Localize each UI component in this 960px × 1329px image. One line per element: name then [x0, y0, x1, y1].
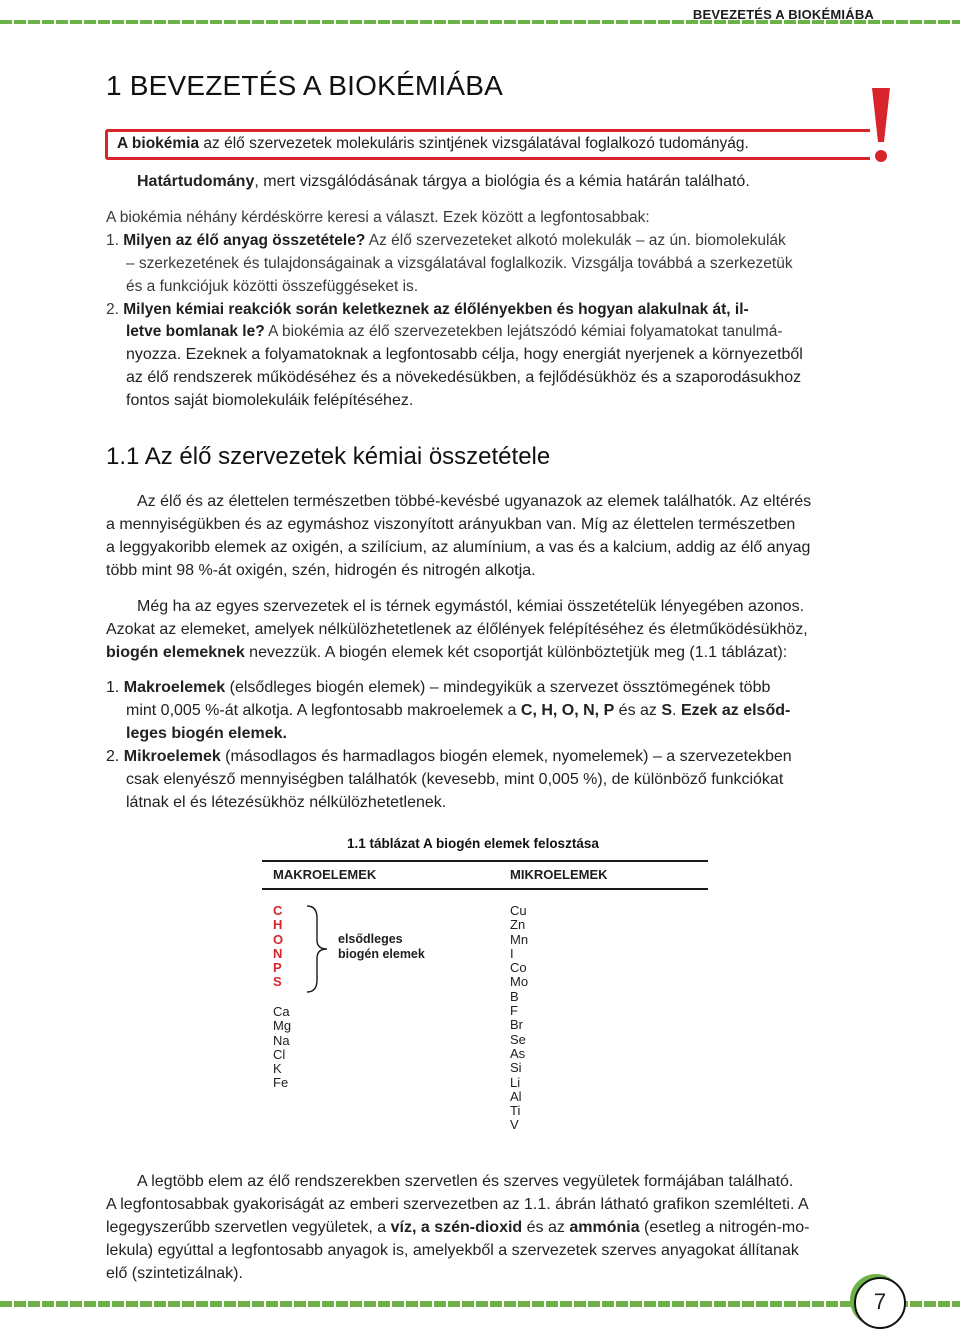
list-item-2-line-3: látnak el és létezésükhöz nélkülözhetetlenek. [126, 794, 447, 811]
macro-primary-list [273, 904, 283, 990]
element-n: N [273, 945, 283, 961]
element-b: B [510, 988, 519, 1004]
table-caption: 1.1 táblázat A biogén elemek felosztása [347, 836, 599, 851]
micro-list [510, 904, 528, 1133]
list-item-1-line-3: leges biogén elemek. [126, 725, 287, 742]
bottom-stripe [0, 1301, 960, 1307]
definition-box [105, 129, 870, 160]
element-si: Si [510, 1060, 522, 1076]
element-v: V [510, 1117, 519, 1133]
element-cl: Cl [273, 1046, 286, 1062]
question-2-line-4: az élő rendszerek működéséhez és a növekedésükben, a fejlődésükhöz és a szaporodásukhoz [126, 369, 802, 386]
para1-line-1: Az élő és az élettelen természetben többé-kevésbé ugyanazok az elemek találhatók. Az eltérés [137, 493, 812, 510]
question-2: 2. Milyen kémiai reakciók során keletkeznek az élőlényekben és hogyan alakulnak át, il- [106, 301, 749, 318]
element-co: Co [510, 960, 527, 976]
para2-line-2: Azokat az elemeket, amelyek nélkülözhetetlenek az élőlények felépítéséhez és életműködésükhöz, [106, 621, 808, 638]
element-cu: Cu [510, 903, 527, 918]
element-li: Li [510, 1074, 521, 1090]
element-mo: Mo [510, 974, 529, 990]
element-p: P [273, 960, 282, 976]
list-item-2: 2. Mikroelemek (másodlagos és harmadlagos biogén elemek, nyomelemek) – a szervezetekben [106, 748, 792, 765]
question-1-line-3: és a funkciójuk közötti összefüggéseket is. [126, 278, 419, 295]
element-na: Na [273, 1032, 290, 1048]
element-o: O [273, 931, 284, 947]
question-1-line-2: – szerkezetének és tulajdonságainak a vizsgálatával foglalkozik. Vizsgálja továbbá a szerkezetük [126, 255, 793, 272]
question-2-line-3: nyozza. Ezeknek a folyamatoknak a legfontosabb célja, hogy energiát nyerjenek a környezetből [126, 346, 803, 363]
element-se: Se [510, 1031, 526, 1047]
question-2-line-5: fontos saját biomolekuláik felépítéséhez. [126, 392, 414, 409]
element-as: As [510, 1045, 526, 1061]
element-c: C [273, 903, 283, 918]
para3-line-1: A legtöbb elem az élő rendszerekben szervetlen és szerves vegyületek formájában található. [137, 1173, 794, 1190]
table-top-rule [262, 860, 708, 862]
table-header-rule [262, 888, 708, 890]
para1-line-2: a mennyiségükben és az egymáshoz viszonyított arányukban van. Míg az élettelen természetben [106, 516, 796, 533]
para3-line-3: legegyszerűbb szervetlen vegyületek, a víz, a szén-dioxid és az ammónia (esetleg a nitrogén-mo- [106, 1219, 810, 1236]
element-h: H [273, 917, 283, 933]
element-f: F [510, 1003, 518, 1019]
para3-line-2: A legfontosabbak gyakoriságát az emberi szervezetben az 1.1. ábrán látható grafikon szemlélteti. A [106, 1196, 809, 1213]
question-2-line-2: letve bomlanak le? A biokémia az élő szervezetekben lejátszódó kémiai folyamatokat tanulmá- [126, 323, 783, 340]
brace-label: elsődleges biogén elemek [338, 932, 425, 961]
element-i: I [510, 945, 514, 961]
element-k: K [273, 1061, 282, 1077]
question-1: 1. Milyen az élő anyag összetétele? Az élő szervezeteket alkotó molekulák – az ún. biomolekulák [106, 232, 786, 249]
page-number: 7 [873, 1289, 887, 1314]
intro-line-1: Határtudomány, mert vizsgálódásának tárgya a biológia és a kémia határán található. [137, 173, 750, 190]
running-head: BEVEZETÉS A BIOKÉMIÁBA [692, 7, 874, 22]
para2-line-3: biogén elemeknek nevezzük. A biogén elemek két csoportját különböztetjük meg (1.1 táblázat): [106, 644, 788, 661]
list-item-1-line-2: mint 0,005 %-át alkotja. A legfontosabb makroelemek a C, H, O, N, P és az S. Ezek az elsőd- [126, 702, 791, 719]
element-s: S [273, 974, 282, 990]
para3-line-4: lekula) egyúttal a legfontosabb anyagok is, amelyekből a szervezetek szerves anyagokat állítanak [106, 1242, 799, 1259]
table-header-micro: MIKROELEMEK [510, 867, 608, 882]
macro-other-list [273, 1005, 291, 1091]
element-ti: Ti [510, 1103, 521, 1119]
definition-text: A biokémia az élő szervezetek molekuláris szintjének vizsgálatával foglalkozó tudományág. [117, 135, 749, 152]
chapter-title: 1 BEVEZETÉS A BIOKÉMIÁBA [106, 70, 503, 101]
exclamation-icon [860, 84, 898, 168]
element-mn: Mn [510, 931, 529, 947]
table-header-macro: MAKROELEMEK [273, 867, 377, 882]
section-title: 1.1 Az élő szervezetek kémiai összetétele [106, 443, 551, 470]
para1-line-4: több mint 98 %-át oxigén, szén, hidrogén és nitrogén alkotja. [106, 562, 536, 579]
element-mg: Mg [273, 1018, 292, 1034]
list-item-2-line-2: csak elenyésző mennyiségben találhatók (kevesebb, mint 0,005 %), de különböző funkciókat [126, 771, 784, 788]
page-number-badge [854, 1277, 906, 1329]
element-fe: Fe [273, 1075, 289, 1091]
right-brace-icon [305, 904, 329, 994]
intro-line-2: A biokémia néhány kérdéskörre keresi a választ. Ezek között a legfontosabbak: [106, 209, 650, 226]
para3-line-5: elő (szintetizálnak). [106, 1265, 243, 1282]
para2-line-1: Még ha az egyes szervezetek el is térnek egymástól, kémiai összetételük lényegében azonos. [137, 598, 805, 615]
element-ca: Ca [273, 1004, 290, 1019]
element-br: Br [510, 1017, 523, 1033]
element-al: Al [510, 1088, 522, 1104]
para1-line-3: a leggyakoribb elemek az oxigén, a szilícium, az alumínium, a vas és a kalcium, addig az élő anyag [106, 539, 811, 556]
list-item-1: 1. Makroelemek (elsődleges biogén elemek) – mindegyikük a szervezet össztömegének több [106, 679, 771, 696]
element-zn: Zn [510, 917, 526, 933]
